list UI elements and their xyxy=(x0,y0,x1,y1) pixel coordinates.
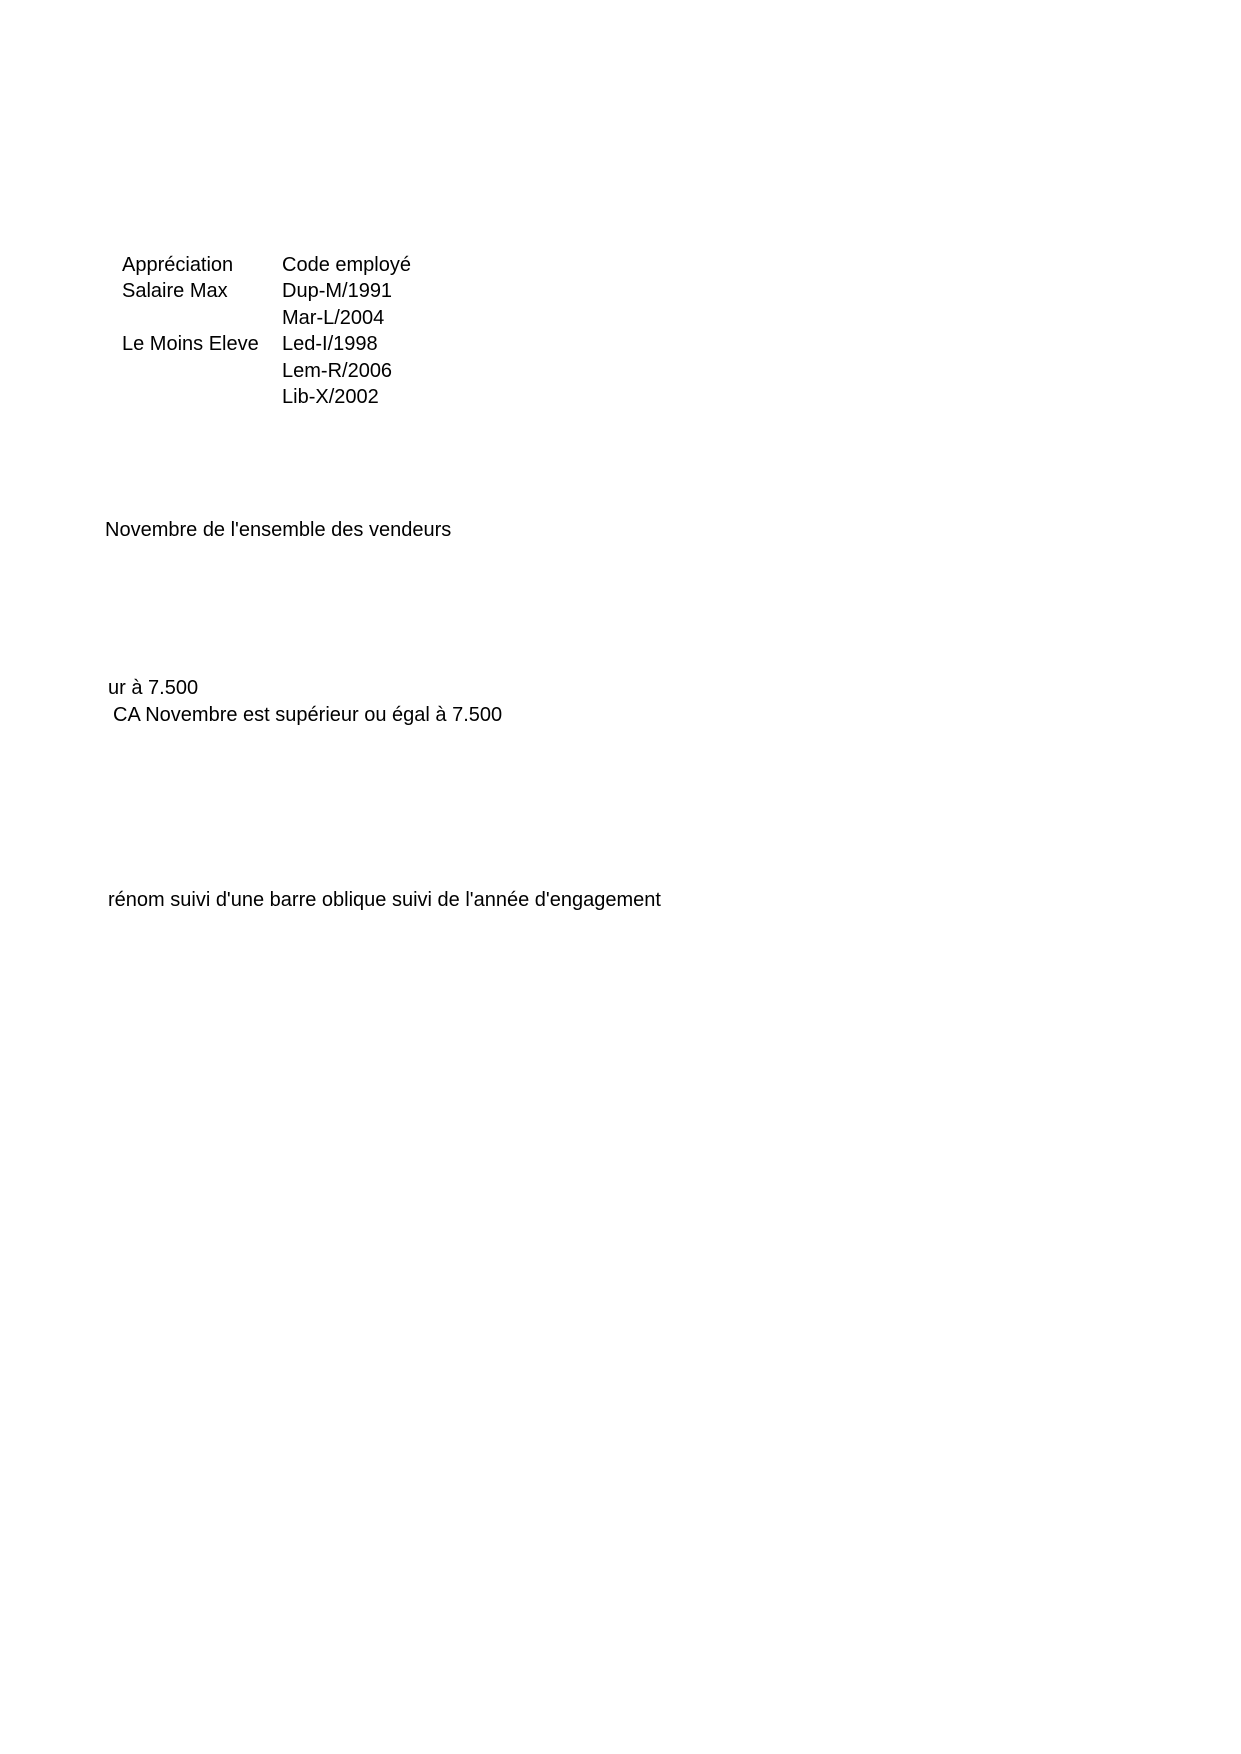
cell-code-2: Mar-L/2004 xyxy=(282,307,385,329)
note-text-4: rénom suivi d'une barre oblique suivi de l'année d'engagement xyxy=(108,889,661,911)
cell-appreciation-3: Le Moins Eleve xyxy=(122,333,259,355)
cell-code-1: Dup-M/1991 xyxy=(282,280,393,302)
note-row-3 xyxy=(113,703,1118,727)
note-row-2 xyxy=(108,676,1118,700)
cell-appreciation-1: Salaire Max xyxy=(122,280,228,302)
note-row-4 xyxy=(108,888,1118,912)
note-text-3: CA Novembre est supérieur ou égal à 7.500 xyxy=(113,704,503,726)
cell-code-3: Led-I/1998 xyxy=(282,333,378,355)
cell-code-header: Code employé xyxy=(282,254,411,276)
cell-code-5: Lib-X/2002 xyxy=(282,386,379,408)
cell-appreciation-header: Appréciation xyxy=(122,254,234,276)
cell-code-4: Lem-R/2006 xyxy=(282,360,393,382)
note-row-1 xyxy=(105,518,1118,542)
note-text-1: Novembre de l'ensemble des vendeurs xyxy=(105,519,452,541)
note-text-2: ur à 7.500 xyxy=(108,677,199,699)
